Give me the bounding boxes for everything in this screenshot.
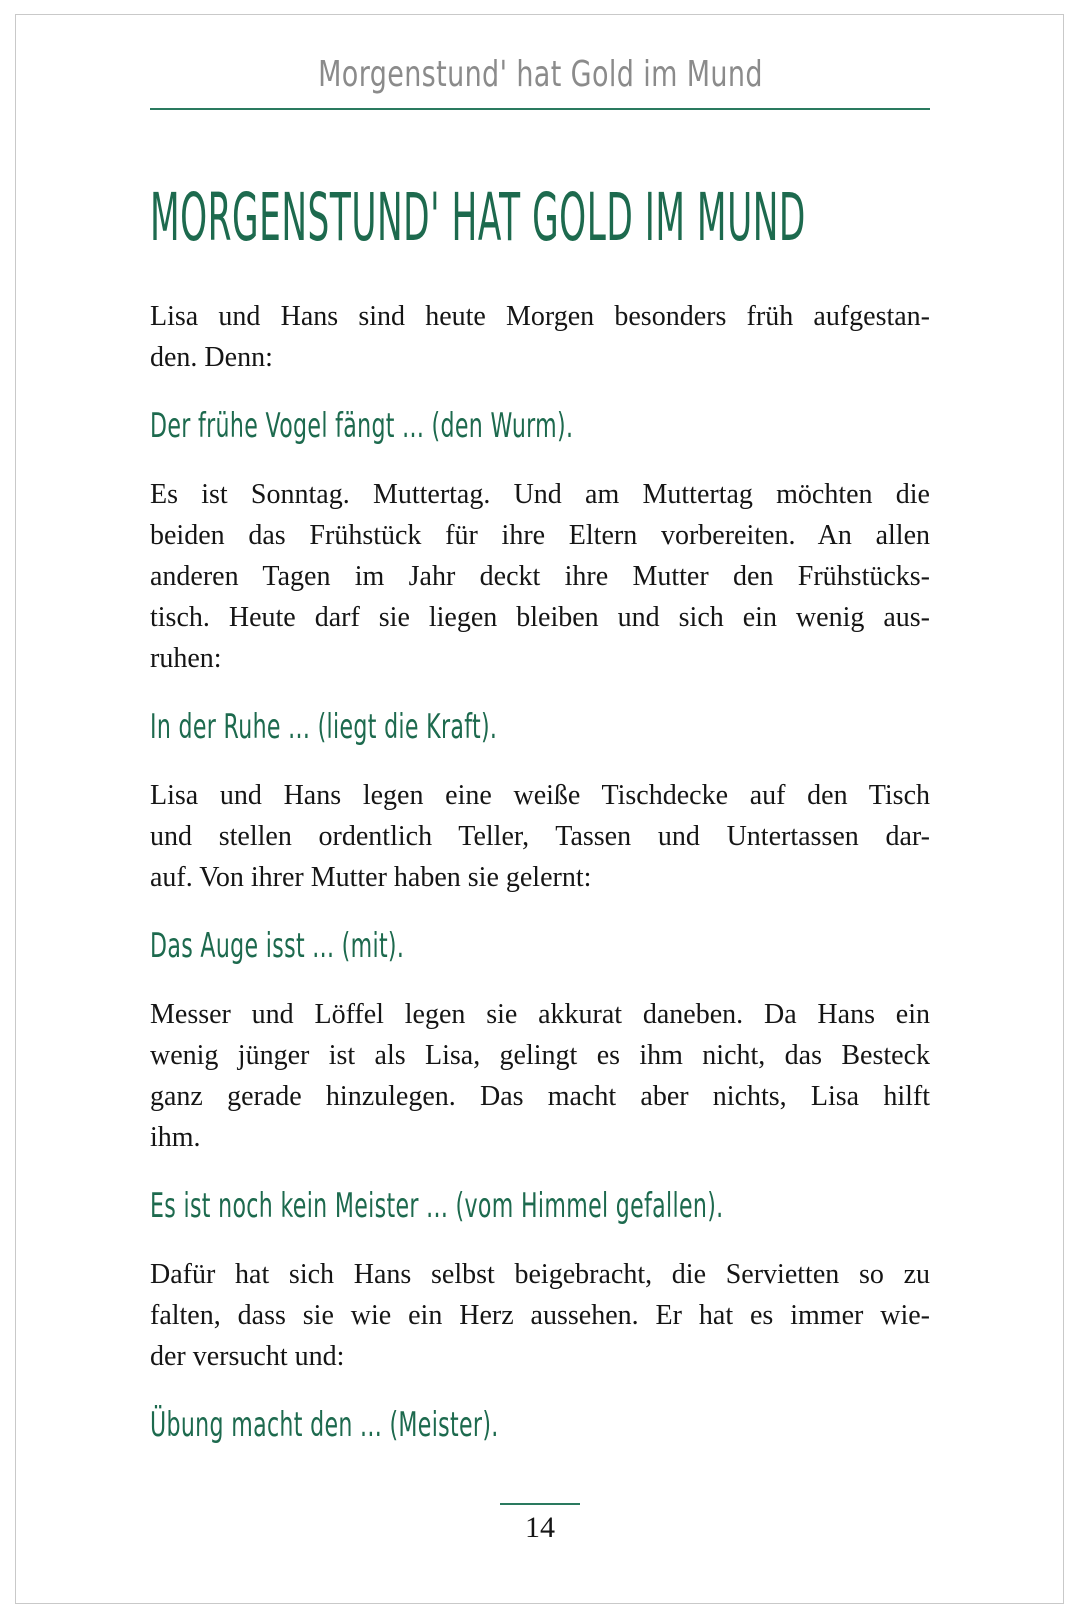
body-paragraph <box>150 296 930 378</box>
proverb-text: Das Auge isst ... (mit). <box>150 926 405 966</box>
paragraph-line: Dafür hat sich Hans selbst beigebracht, die Servietten so zu <box>150 1259 930 1290</box>
paragraph-line: wenig jünger ist als Lisa, gelingt es ihm nicht, das Besteck <box>150 1040 930 1071</box>
paragraph-line: Es ist Sonntag. Muttertag. Und am Muttertag möchten die <box>150 479 930 510</box>
body-paragraph <box>150 775 930 898</box>
proverb-text: Übung macht den ... (Meister). <box>150 1405 499 1445</box>
paragraph-line: Messer und Löffel legen sie akkurat daneben. Da Hans ein <box>150 999 930 1030</box>
proverb-line <box>150 704 930 750</box>
proverb-text: Es ist noch kein Meister ... (vom Himmel gefallen). <box>150 1186 724 1226</box>
page-content <box>150 179 930 1448</box>
paragraph-line: falten, dass sie wie ein Herz aussehen. Er hat es immer wie- <box>150 1300 930 1331</box>
paragraph-line: ruhen: <box>150 643 222 674</box>
body-paragraph <box>150 994 930 1158</box>
paragraph-line: Lisa und Hans legen eine weiße Tischdecke auf den Tisch <box>150 780 930 811</box>
running-header-text: Morgenstund' hat Gold im Mund <box>317 54 763 95</box>
paragraph-line: der versucht und: <box>150 1341 345 1372</box>
running-header <box>0 0 1080 96</box>
paragraph-line: ihm. <box>150 1122 201 1153</box>
paragraph-line: und stellen ordentlich Teller, Tassen und Untertassen dar- <box>150 821 930 852</box>
proverb-line <box>150 1402 930 1448</box>
proverb-line <box>150 923 930 969</box>
text-blocks <box>150 296 930 1448</box>
footer-divider <box>500 1503 580 1505</box>
header-divider <box>150 108 930 110</box>
page-footer <box>0 1503 1080 1545</box>
paragraph-line: tisch. Heute darf sie liegen bleiben und sich ein wenig aus- <box>150 602 930 633</box>
paragraph-line: Lisa und Hans sind heute Morgen besonders früh aufgestan- <box>150 301 930 332</box>
paragraph-line: ganz gerade hinzulegen. Das macht aber nichts, Lisa hilft <box>150 1081 930 1112</box>
chapter-title <box>150 179 930 256</box>
proverb-line <box>150 403 930 449</box>
paragraph-line: auf. Von ihrer Mutter haben sie gelernt: <box>150 862 592 893</box>
page-header <box>0 0 1080 110</box>
paragraph-line: anderen Tagen im Jahr deckt ihre Mutter den Frühstücks- <box>150 561 930 592</box>
chapter-title-text: MORGENSTUND' HAT GOLD IM MUND <box>150 179 806 256</box>
proverb-text: In der Ruhe ... (liegt die Kraft). <box>150 707 498 747</box>
proverb-text: Der frühe Vogel fängt ... (den Wurm). <box>150 406 574 446</box>
paragraph-line: beiden das Frühstück für ihre Eltern vorbereiten. An allen <box>150 520 930 551</box>
page-number: 14 <box>525 1511 555 1544</box>
body-paragraph <box>150 474 930 679</box>
body-paragraph <box>150 1254 930 1377</box>
proverb-line <box>150 1183 930 1229</box>
paragraph-line: den. Denn: <box>150 342 273 373</box>
